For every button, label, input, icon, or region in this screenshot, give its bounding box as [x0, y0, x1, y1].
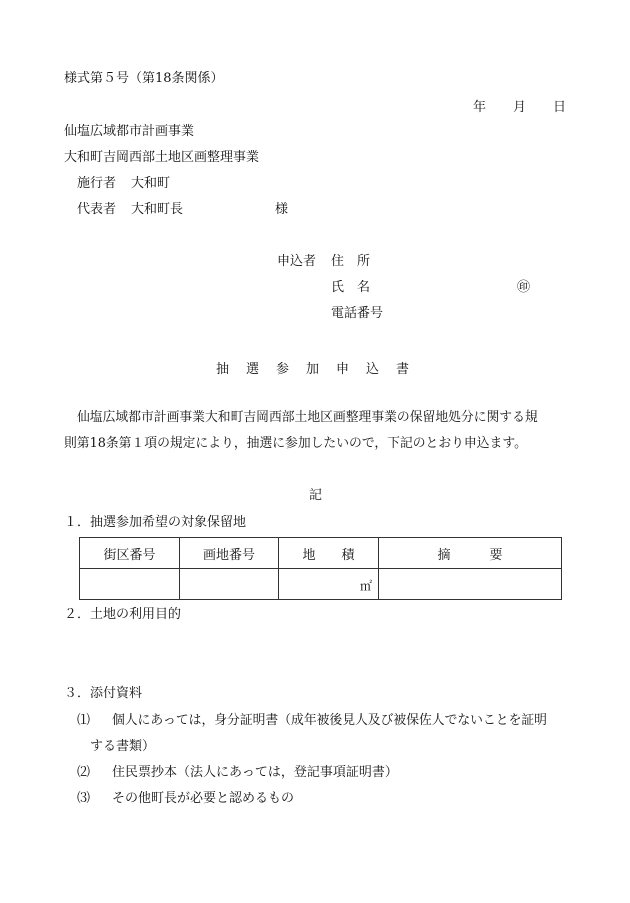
reserve-land-table	[79, 537, 562, 600]
block-number-cell[interactable]	[80, 569, 180, 600]
lot-number-cell[interactable]	[180, 569, 279, 600]
title-char: 加	[306, 362, 320, 377]
table-row	[80, 569, 562, 600]
section2-heading: ２．土地の利用目的	[64, 607, 182, 622]
attachment-item-text: 個人にあっては，身分証明書（成年被後見人及び被保佐人でないことを証明	[112, 713, 547, 728]
representative-label: 代表者	[77, 202, 117, 217]
date-day-label: 日	[553, 100, 567, 115]
area-unit: ㎡	[359, 579, 372, 593]
project-name-line1: 仙塩広域都市計画事業	[64, 124, 195, 139]
title-char: 書	[396, 362, 410, 377]
title-char: 選	[246, 362, 260, 377]
header-remarks: 摘 要	[379, 538, 562, 569]
attachment-item-number: ⑵	[77, 765, 91, 780]
applicant-label: 申込者	[277, 254, 317, 269]
attachment-item-text-continued: する書類）	[90, 739, 156, 754]
remarks-cell[interactable]	[379, 569, 562, 600]
title-char: 抽	[216, 362, 230, 377]
header-lot-number: 画地番号	[180, 538, 279, 569]
section1-heading: １．抽選参加希望の対象保留地	[64, 515, 247, 530]
table-header-row	[80, 538, 562, 569]
applicant-name-label: 氏 名	[331, 280, 371, 295]
area-cell[interactable]	[279, 569, 379, 600]
title-char: 申	[336, 362, 350, 377]
title-char: 込	[366, 362, 380, 377]
header-area: 地 積	[279, 538, 379, 569]
body-text-line1: 仙塩広域都市計画事業大和町吉岡西部土地区画整理事業の保留地処分に関する規	[77, 410, 538, 425]
honorific: 様	[275, 202, 289, 217]
title-char: 参	[276, 362, 290, 377]
body-text-line2: 則第18条第１項の規定により，抽選に参加したいので，下記のとおり申込ます。	[64, 436, 527, 451]
applicant-address-label: 住 所	[331, 254, 371, 269]
executor-label: 施行者	[77, 176, 117, 191]
attachment-item-number: ⑴	[77, 713, 91, 728]
date-year-label: 年	[473, 100, 487, 115]
date-month-label: 月	[513, 100, 527, 115]
representative-value: 大和町長	[131, 202, 184, 217]
project-name-line2: 大和町吉岡西部土地区画整理事業	[64, 150, 260, 165]
executor-value: 大和町	[131, 176, 171, 191]
record-label: 記	[309, 488, 323, 503]
seal-mark: ㊞	[517, 280, 531, 295]
applicant-phone-label: 電話番号	[331, 306, 384, 321]
attachment-item-number: ⑶	[77, 791, 91, 806]
header-block-number: 街区番号	[80, 538, 180, 569]
section3-heading: ３．添付資料	[64, 686, 143, 701]
form-number: 様式第５号（第18条関係）	[64, 71, 224, 86]
attachment-item-text: その他町長が必要と認めるもの	[112, 791, 295, 806]
attachment-item-text: 住民票抄本（法人にあっては，登記事項証明書）	[112, 765, 398, 780]
